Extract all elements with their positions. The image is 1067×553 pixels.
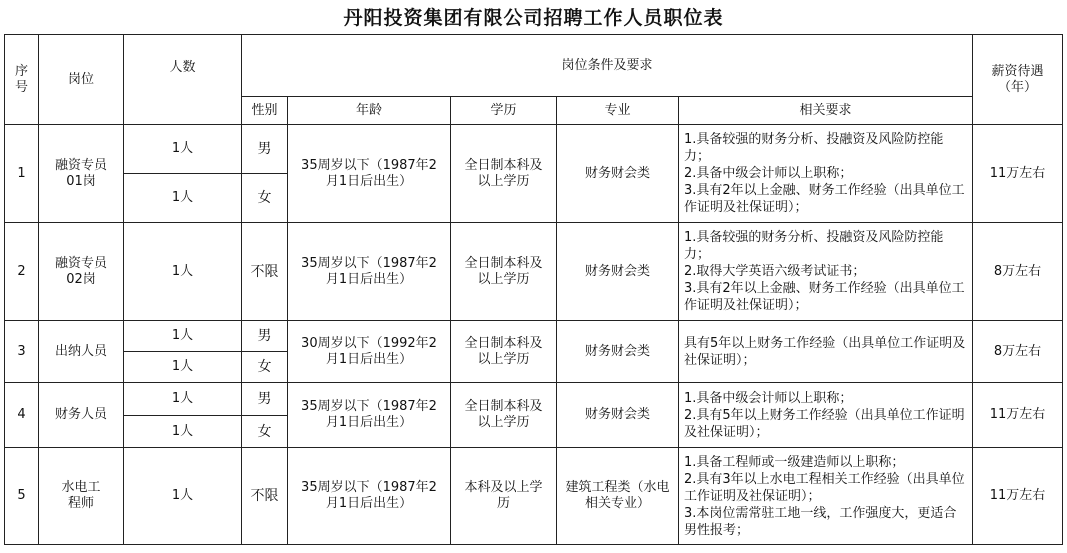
cell-count: 1人 — [124, 352, 242, 383]
cell-gender: 女 — [242, 352, 288, 383]
cell-major: 财务财会类 — [557, 125, 679, 223]
cell-seq: 5 — [5, 448, 39, 545]
cell-major: 建筑工程类（水电相关专业） — [557, 448, 679, 545]
cell-gender: 女 — [242, 416, 288, 448]
cell-count: 1人 — [124, 448, 242, 545]
cell-position: 出纳人员 — [39, 321, 124, 383]
cell-position: 融资专员01岗 — [39, 125, 124, 223]
cell-requirements — [679, 125, 973, 223]
cell-age: 35周岁以下（1987年2月1日后出生） — [288, 448, 451, 545]
table-row — [5, 383, 1063, 416]
cell-gender: 男 — [242, 321, 288, 352]
cell-education: 全日制本科及以上学历 — [451, 125, 557, 223]
cell-major: 财务财会类 — [557, 383, 679, 448]
requirement-item: 3.具有2年以上金融、财务工作经验（出具单位工作证明及社保证明）； — [684, 183, 965, 215]
cell-seq: 2 — [5, 223, 39, 321]
cell-age: 35周岁以下（1987年2月1日后出生） — [288, 383, 451, 448]
cell-major: 财务财会类 — [557, 223, 679, 321]
table-row — [5, 125, 1063, 174]
cell-position: 财务人员 — [39, 383, 124, 448]
cell-requirements — [679, 383, 973, 448]
requirement-item: 具有5年以上财务工作经验（出具单位工作证明及社保证明）； — [684, 335, 966, 368]
cell-gender: 不限 — [242, 223, 288, 321]
cell-age: 35周岁以下（1987年2月1日后出生） — [288, 223, 451, 321]
position-table — [4, 34, 1063, 545]
cell-count: 1人 — [124, 125, 242, 174]
header-major: 专业 — [557, 97, 679, 125]
cell-seq: 3 — [5, 321, 39, 383]
cell-education: 全日制本科及以上学历 — [451, 383, 557, 448]
requirement-item: 3.具有2年以上金融、财务工作经验（出具单位工作证明及社保证明）； — [684, 281, 965, 313]
cell-salary: 11万左右 — [973, 383, 1063, 448]
cell-salary: 11万左右 — [973, 125, 1063, 223]
header-age: 年龄 — [288, 97, 451, 125]
cell-count: 1人 — [124, 223, 242, 321]
header-conditions: 岗位条件及要求 — [242, 35, 973, 97]
cell-count: 1人 — [124, 321, 242, 352]
cell-seq: 1 — [5, 125, 39, 223]
requirement-item: 1.具备工程师或一级建造师以上职称； — [684, 454, 905, 470]
cell-major: 财务财会类 — [557, 321, 679, 383]
cell-gender: 男 — [242, 383, 288, 416]
table-row — [5, 223, 1063, 321]
cell-count: 1人 — [124, 383, 242, 416]
header-count: 人数 — [124, 35, 242, 125]
requirement-item: 1.具备较强的财务分析、投融资及风险防控能力； — [684, 132, 944, 164]
cell-gender: 女 — [242, 174, 288, 223]
requirement-item: 2.具有3年以上水电工程相关工作经验（出具单位工作证明及社保证明）； — [684, 471, 965, 504]
cell-salary: 8万左右 — [973, 321, 1063, 383]
cell-education: 全日制本科及以上学历 — [451, 321, 557, 383]
header-requirements: 相关要求 — [679, 97, 973, 125]
requirement-item: 3.本岗位需常驻工地一线，工作强度大，更适合男性报考； — [684, 505, 957, 538]
header-position: 岗位 — [39, 35, 124, 125]
cell-count: 1人 — [124, 416, 242, 448]
cell-requirements — [679, 448, 973, 545]
cell-education: 本科及以上学历 — [451, 448, 557, 545]
cell-requirements — [679, 321, 973, 383]
cell-gender: 男 — [242, 125, 288, 174]
header-seq: 序号 — [5, 35, 39, 125]
cell-education: 全日制本科及以上学历 — [451, 223, 557, 321]
header-salary: 薪资待遇（年） — [973, 35, 1063, 125]
table-row — [5, 448, 1063, 545]
header-gender: 性别 — [242, 97, 288, 125]
header-education: 学历 — [451, 97, 557, 125]
cell-age: 30周岁以下（1992年2月1日后出生） — [288, 321, 451, 383]
cell-seq: 4 — [5, 383, 39, 448]
cell-position: 水电工程师 — [39, 448, 124, 545]
requirement-item: 1.具备较强的财务分析、投融资及风险防控能力； — [684, 230, 944, 262]
cell-position: 融资专员02岗 — [39, 223, 124, 321]
requirement-item: 2.具有5年以上财务工作经验（出具单位工作证明及社保证明）； — [684, 407, 965, 440]
requirement-item: 2.具备中级会计师以上职称； — [684, 166, 853, 181]
page-title: 丹阳投资集团有限公司招聘工作人员职位表 — [343, 7, 724, 29]
cell-gender: 不限 — [242, 448, 288, 545]
requirement-item: 1.具备中级会计师以上职称； — [684, 390, 853, 406]
cell-salary: 8万左右 — [973, 223, 1063, 321]
cell-count: 1人 — [124, 174, 242, 223]
cell-salary: 11万左右 — [973, 448, 1063, 545]
cell-age: 35周岁以下（1987年2月1日后出生） — [288, 125, 451, 223]
requirement-item: 2.取得大学英语六级考试证书； — [684, 264, 866, 279]
cell-requirements — [679, 223, 973, 321]
table-row — [5, 321, 1063, 352]
